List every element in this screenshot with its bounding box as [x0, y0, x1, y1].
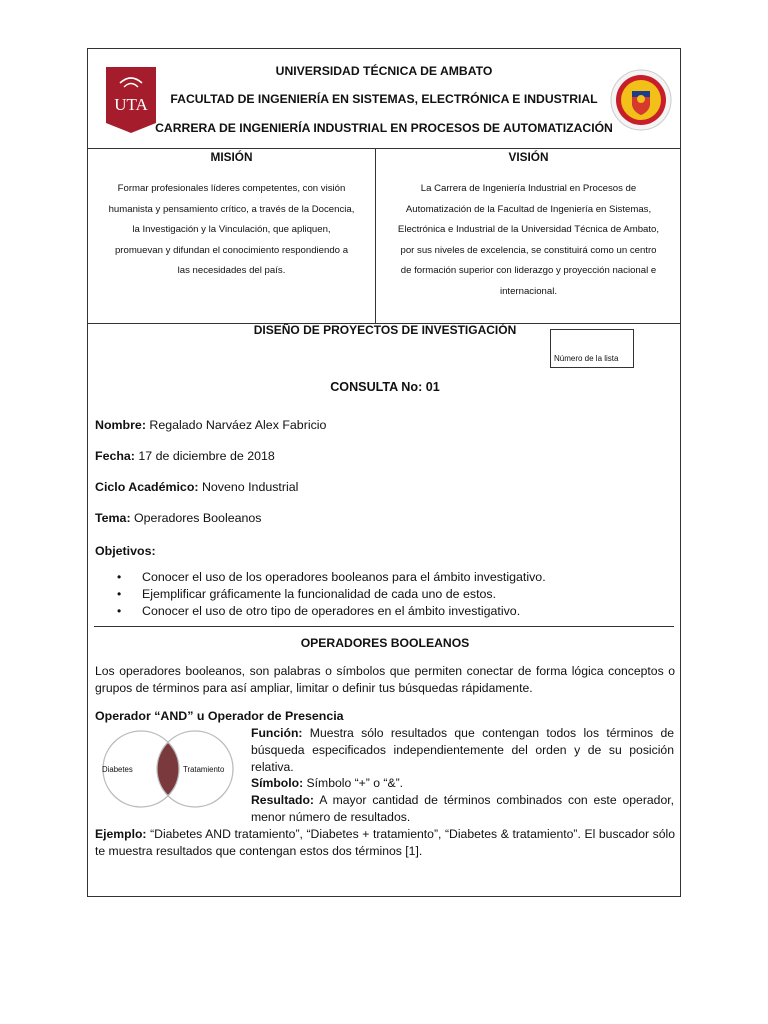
- section-title: OPERADORES BOOLEANOS: [300, 636, 470, 650]
- objetivo-item: Ejemplificar gráficamente la funcionalidad de cada uno de estos.: [142, 587, 497, 601]
- fecha-row: Fecha: 17 de diciembre de 2018: [95, 449, 275, 463]
- bullet-icon: •: [117, 604, 122, 618]
- document-frame: [87, 48, 681, 897]
- mision-title: MISIÓN: [210, 150, 253, 164]
- list-number-label: Número de la lista: [554, 354, 619, 363]
- resultado-paragraph: Resultado: A mayor cantidad de términos combinados con este operador, menor número de resultados.: [251, 793, 674, 824]
- list-number-box[interactable]: [550, 329, 634, 368]
- mision-text: Formar profesionales líderes competentes, con visión humanista y pensamiento crítico, a través de la Docencia, la Investigación y la Vinculación, que apliquen, promuevan y difundan el conocimiento respondiendo a las necesidades del país.: [108, 183, 355, 277]
- divider: [94, 626, 674, 627]
- faculty-name: FACULTAD DE INGENIERÍA EN SISTEMAS, ELECTRÓNICA E INDUSTRIAL: [170, 92, 598, 106]
- venn-right-label: Tratamiento: [183, 765, 225, 774]
- subject-title: DISEÑO DE PROYECTOS DE INVESTIGACIÓN: [253, 323, 517, 337]
- funcion-paragraph: Función: Muestra sólo resultados que contengan todos los términos de búsqueda especificados independientemente del orden y de su posición relativa.: [251, 726, 674, 774]
- university-name: UNIVERSIDAD TÉCNICA DE AMBATO: [275, 64, 493, 78]
- operator-title: Operador “AND” u Operador de Presencia: [95, 709, 344, 723]
- bullet-icon: •: [117, 587, 122, 601]
- intro-paragraph: Los operadores booleanos, son palabras o símbolos que permiten conectar de forma lógica conceptos o grupos de términos para así ampliar, limitar o definir tus búsquedas rápidamente.: [95, 664, 675, 695]
- venn-diagram: [94, 729, 242, 809]
- simbolo-paragraph: Símbolo: Símbolo “+” o “&”.: [251, 776, 404, 790]
- career-name: CARRERA DE INGENIERÍA INDUSTRIAL EN PROCESOS DE AUTOMATIZACIÓN: [155, 121, 613, 135]
- ejemplo-paragraph: Ejemplo: “Diabetes AND tratamiento”, “Diabetes + tratamiento”, “Diabetes & tratamiento”. El buscador sólo te muestra resultados que contengan estos dos términos [1].: [95, 827, 675, 858]
- ciclo-row: Ciclo Académico: Noveno Industrial: [95, 480, 299, 494]
- nombre-row: Nombre: Regalado Narváez Alex Fabricio: [95, 418, 327, 432]
- bullet-icon: •: [117, 570, 122, 584]
- divider: [88, 148, 680, 149]
- objetivo-item: Conocer el uso de los operadores booleanos para el ámbito investigativo.: [142, 570, 546, 584]
- consulta-number: CONSULTA No: 01: [330, 380, 440, 394]
- vision-text: La Carrera de Ingeniería Industrial en Procesos de Automatización de la Facultad de Ingeniería en Sistemas, Electrónica e Industrial de la Universidad Técnica de Ambato, por sus niveles de excelencia, se constituirá como un centro de formación superior con liderazgo y proyección nacional e internacional.: [397, 183, 660, 297]
- uta-logo-text: UTA: [114, 95, 148, 114]
- vision-title: VISIÓN: [508, 150, 549, 164]
- venn-left-label: Diabetes: [102, 765, 133, 774]
- objetivos-label: Objetivos:: [95, 544, 156, 558]
- tema-row: Tema: Operadores Booleanos: [95, 511, 262, 525]
- objetivo-item: Conocer el uso de otro tipo de operadores en el ámbito investigativo.: [142, 604, 521, 618]
